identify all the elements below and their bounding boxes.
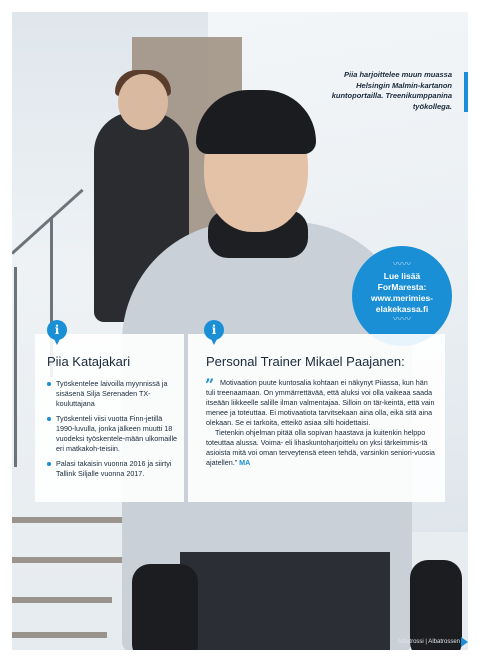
info-icon xyxy=(204,320,224,346)
promo-link[interactable]: elakekassa.fi xyxy=(375,304,429,314)
promo-line: Lue lisää xyxy=(383,271,421,281)
wave-icon: 〰〰 xyxy=(392,314,411,324)
trainer-quote-box xyxy=(188,323,445,502)
handrail xyxy=(12,189,84,255)
trainer-heading: Personal Trainer Mikael Paajanen: xyxy=(206,354,405,369)
info-icon xyxy=(47,320,67,346)
signature-mark: MA xyxy=(239,458,251,467)
quote-paragraph: Motivaation puute kuntosalia kohtaan ei näkynyt Piiassa, kun hän tuli treenaamaan. On ymmärrettävää, että aluksi voi olla vaikeaa saada itseään liikkeelle salille ilman valmentajaa. Silloin on tär-keintä, että vain menee ja toteuttaa. Ei motivaatiota tarvitsekaan aina olla, eikä sitä aina olekaan. Se ei tarkoita, etteikö asiaa silti hoidettaisi. xyxy=(206,378,435,427)
page-footer: Albatrossi | Albatrossen xyxy=(397,639,460,645)
stair-step xyxy=(12,557,122,563)
quote-open-icon: ” xyxy=(205,375,215,394)
stair-step xyxy=(12,632,107,638)
person-background-face xyxy=(118,74,168,130)
stair-step xyxy=(12,517,132,523)
promo-text xyxy=(352,271,452,315)
profile-bullets xyxy=(47,379,179,484)
photo-caption: Piia harjoittelee muun muassa Helsingin Malmin-kartanon kuntoportailla. Treenikumppanina työkollega. xyxy=(331,70,452,111)
info-icon-tip xyxy=(53,337,61,345)
list-item: Työskenteli viisi vuotta Finn-jetillä 1990-luvulla, jonka jälkeen muutti 18 vuodeksi työskentele-mään ulkomaille eri matkakoh-teisiin. xyxy=(47,414,179,454)
list-item: Palasi takaisin vuonna 2016 ja siirtyi Tallink Siljalle vuonna 2017. xyxy=(47,459,179,479)
arrow-right-icon xyxy=(461,637,468,647)
promo-link[interactable]: www.merimies- xyxy=(370,293,434,303)
info-icon-glyph: i xyxy=(47,320,67,340)
info-icon-tip xyxy=(210,337,218,345)
glove-right xyxy=(410,560,462,650)
quote-paragraph xyxy=(206,428,438,468)
info-icon-glyph: i xyxy=(204,320,224,340)
profile-name: Piia Katajakari xyxy=(47,354,131,369)
handrail-post xyxy=(14,267,17,467)
person-main-pants xyxy=(180,552,390,650)
stair-step xyxy=(12,597,112,603)
list-item: Työskentelee laivoilla myynnissä ja sisäsenä Silja Serenaden TX-kouluttajana xyxy=(47,379,179,409)
wave-icon: 〰〰 xyxy=(392,259,411,269)
trainer-quote xyxy=(205,375,438,468)
promo-line: ForMaresta: xyxy=(377,282,427,292)
caption-accent-bar xyxy=(464,72,468,112)
promo-badge[interactable] xyxy=(352,246,452,346)
profile-info-box xyxy=(35,323,184,502)
quote-paragraph-text: Tietenkin ohjelman pitää olla sopivan haastava ja kuitenkin helppo toteuttaa alussa. Voima- eli lihaskuntoharjoittelu on yksi tärkeimmis-tä asioista mitä voi oman terveytensä eteen tehdä, varsinkin seniori-vuosia ajatellen.” xyxy=(206,428,435,467)
glove-left xyxy=(132,564,198,650)
